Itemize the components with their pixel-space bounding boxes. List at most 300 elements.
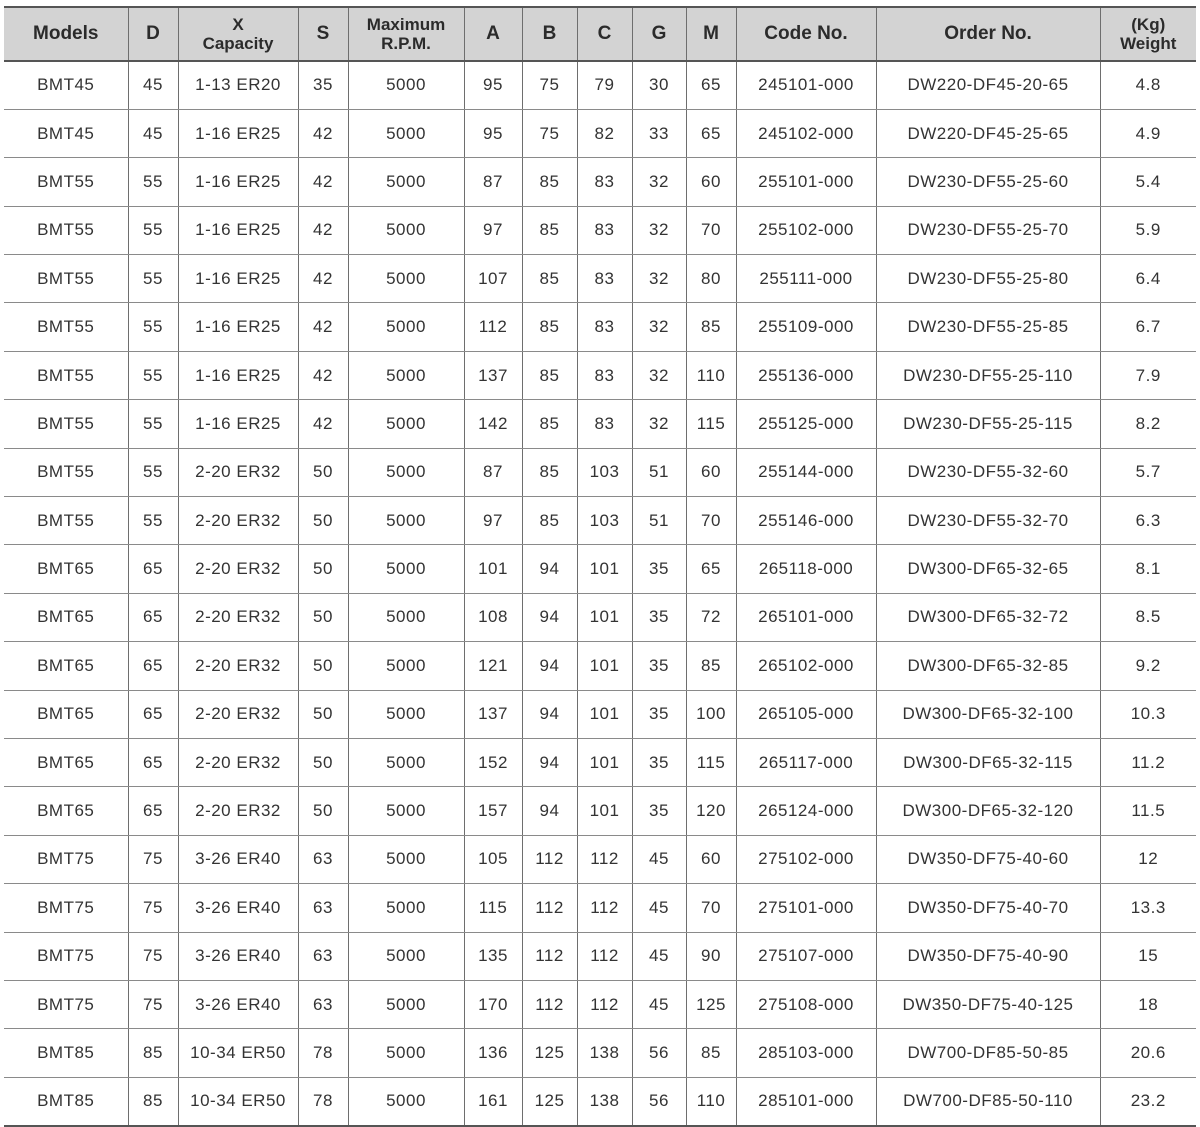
cell-c: 82 <box>577 109 632 157</box>
cell-a: 137 <box>464 351 522 399</box>
table-row <box>4 109 1196 157</box>
cell-c: 79 <box>577 61 632 109</box>
cell-weight: 6.4 <box>1100 255 1196 303</box>
cell-models: BMT75 <box>4 980 128 1028</box>
cell-rpm: 5000 <box>348 303 464 351</box>
cell-a: 112 <box>464 303 522 351</box>
header-models: Models <box>4 7 128 61</box>
cell-order: DW350-DF75-40-60 <box>876 835 1100 883</box>
cell-rpm: 5000 <box>348 255 464 303</box>
cell-b: 85 <box>522 255 577 303</box>
cell-rpm: 5000 <box>348 787 464 835</box>
spec-table-container <box>4 6 1196 1127</box>
cell-rpm: 5000 <box>348 400 464 448</box>
cell-rpm: 5000 <box>348 351 464 399</box>
cell-weight: 23.2 <box>1100 1077 1196 1125</box>
cell-rpm: 5000 <box>348 642 464 690</box>
cell-g: 35 <box>632 642 686 690</box>
cell-models: BMT55 <box>4 448 128 496</box>
table-row <box>4 738 1196 786</box>
cell-rpm: 5000 <box>348 980 464 1028</box>
cell-models: BMT55 <box>4 400 128 448</box>
cell-order: DW230-DF55-25-110 <box>876 351 1100 399</box>
cell-models: BMT55 <box>4 206 128 254</box>
cell-g: 35 <box>632 787 686 835</box>
cell-a: 97 <box>464 206 522 254</box>
cell-c: 138 <box>577 1029 632 1077</box>
cell-b: 94 <box>522 738 577 786</box>
cell-b: 94 <box>522 642 577 690</box>
table-row <box>4 642 1196 690</box>
cell-d: 75 <box>128 884 178 932</box>
cell-models: BMT65 <box>4 738 128 786</box>
cell-order: DW700-DF85-50-110 <box>876 1077 1100 1125</box>
cell-code: 255136-000 <box>736 351 876 399</box>
cell-a: 95 <box>464 109 522 157</box>
cell-s: 42 <box>298 255 348 303</box>
cell-code: 265117-000 <box>736 738 876 786</box>
header-rpm <box>348 7 464 61</box>
cell-code: 265124-000 <box>736 787 876 835</box>
cell-s: 42 <box>298 109 348 157</box>
cell-order: DW700-DF85-50-85 <box>876 1029 1100 1077</box>
header-weight-top: (Kg) <box>1131 15 1166 34</box>
header-row <box>4 7 1196 61</box>
cell-capacity: 3-26 ER40 <box>178 835 298 883</box>
cell-capacity: 1-16 ER25 <box>178 206 298 254</box>
cell-capacity: 2-20 ER32 <box>178 497 298 545</box>
cell-m: 85 <box>686 642 736 690</box>
cell-weight: 6.3 <box>1100 497 1196 545</box>
cell-g: 32 <box>632 206 686 254</box>
cell-models: BMT75 <box>4 884 128 932</box>
cell-d: 55 <box>128 400 178 448</box>
cell-b: 75 <box>522 61 577 109</box>
cell-order: DW300-DF65-32-65 <box>876 545 1100 593</box>
cell-code: 285103-000 <box>736 1029 876 1077</box>
cell-a: 95 <box>464 61 522 109</box>
cell-m: 85 <box>686 303 736 351</box>
cell-models: BMT65 <box>4 690 128 738</box>
cell-s: 50 <box>298 545 348 593</box>
table-row <box>4 1077 1196 1125</box>
cell-b: 94 <box>522 545 577 593</box>
cell-rpm: 5000 <box>348 61 464 109</box>
cell-a: 87 <box>464 448 522 496</box>
table-row <box>4 303 1196 351</box>
cell-m: 115 <box>686 400 736 448</box>
header-capacity-bottom: Capacity <box>202 34 274 53</box>
cell-order: DW350-DF75-40-70 <box>876 884 1100 932</box>
cell-capacity: 1-16 ER25 <box>178 158 298 206</box>
cell-s: 78 <box>298 1077 348 1125</box>
cell-s: 50 <box>298 448 348 496</box>
header-rpm-top: Maximum <box>366 15 446 34</box>
cell-capacity: 1-16 ER25 <box>178 400 298 448</box>
cell-code: 275102-000 <box>736 835 876 883</box>
cell-d: 85 <box>128 1077 178 1125</box>
cell-g: 51 <box>632 497 686 545</box>
cell-b: 94 <box>522 787 577 835</box>
cell-s: 42 <box>298 351 348 399</box>
cell-weight: 15 <box>1100 932 1196 980</box>
cell-m: 60 <box>686 448 736 496</box>
cell-models: BMT85 <box>4 1029 128 1077</box>
cell-code: 255146-000 <box>736 497 876 545</box>
cell-capacity: 2-20 ER32 <box>178 787 298 835</box>
cell-m: 65 <box>686 61 736 109</box>
cell-order: DW300-DF65-32-100 <box>876 690 1100 738</box>
cell-models: BMT65 <box>4 787 128 835</box>
cell-a: 115 <box>464 884 522 932</box>
cell-d: 55 <box>128 255 178 303</box>
table-row <box>4 690 1196 738</box>
table-row <box>4 497 1196 545</box>
header-code: Code No. <box>736 7 876 61</box>
cell-code: 275108-000 <box>736 980 876 1028</box>
cell-g: 45 <box>632 980 686 1028</box>
cell-weight: 4.8 <box>1100 61 1196 109</box>
cell-c: 101 <box>577 642 632 690</box>
table-body <box>4 61 1196 1126</box>
cell-a: 121 <box>464 642 522 690</box>
cell-b: 112 <box>522 835 577 883</box>
cell-code: 255102-000 <box>736 206 876 254</box>
cell-weight: 5.9 <box>1100 206 1196 254</box>
cell-a: 135 <box>464 932 522 980</box>
cell-order: DW230-DF55-32-70 <box>876 497 1100 545</box>
table-row <box>4 1029 1196 1077</box>
cell-c: 101 <box>577 738 632 786</box>
cell-b: 94 <box>522 593 577 641</box>
cell-m: 80 <box>686 255 736 303</box>
cell-code: 255109-000 <box>736 303 876 351</box>
cell-g: 32 <box>632 351 686 399</box>
cell-s: 63 <box>298 980 348 1028</box>
cell-g: 35 <box>632 690 686 738</box>
cell-capacity: 1-13 ER20 <box>178 61 298 109</box>
cell-weight: 6.7 <box>1100 303 1196 351</box>
header-d: D <box>128 7 178 61</box>
cell-capacity: 2-20 ER32 <box>178 738 298 786</box>
cell-capacity: 3-26 ER40 <box>178 884 298 932</box>
cell-g: 32 <box>632 158 686 206</box>
cell-models: BMT55 <box>4 255 128 303</box>
cell-models: BMT55 <box>4 497 128 545</box>
cell-models: BMT55 <box>4 158 128 206</box>
cell-order: DW220-DF45-25-65 <box>876 109 1100 157</box>
cell-c: 112 <box>577 835 632 883</box>
cell-code: 285101-000 <box>736 1077 876 1125</box>
cell-weight: 9.2 <box>1100 642 1196 690</box>
cell-a: 136 <box>464 1029 522 1077</box>
cell-m: 70 <box>686 206 736 254</box>
cell-g: 45 <box>632 835 686 883</box>
header-m: M <box>686 7 736 61</box>
cell-a: 107 <box>464 255 522 303</box>
cell-s: 35 <box>298 61 348 109</box>
cell-order: DW230-DF55-25-80 <box>876 255 1100 303</box>
cell-d: 75 <box>128 932 178 980</box>
cell-order: DW300-DF65-32-72 <box>876 593 1100 641</box>
cell-code: 265105-000 <box>736 690 876 738</box>
cell-s: 42 <box>298 158 348 206</box>
cell-d: 55 <box>128 303 178 351</box>
cell-d: 65 <box>128 738 178 786</box>
cell-s: 50 <box>298 642 348 690</box>
cell-models: BMT45 <box>4 109 128 157</box>
cell-capacity: 1-16 ER25 <box>178 109 298 157</box>
cell-m: 110 <box>686 1077 736 1125</box>
table-row <box>4 884 1196 932</box>
cell-g: 51 <box>632 448 686 496</box>
cell-rpm: 5000 <box>348 206 464 254</box>
cell-c: 103 <box>577 497 632 545</box>
cell-g: 35 <box>632 545 686 593</box>
cell-m: 65 <box>686 109 736 157</box>
cell-m: 100 <box>686 690 736 738</box>
cell-order: DW300-DF65-32-120 <box>876 787 1100 835</box>
cell-g: 56 <box>632 1029 686 1077</box>
cell-capacity: 3-26 ER40 <box>178 980 298 1028</box>
cell-capacity: 2-20 ER32 <box>178 642 298 690</box>
cell-order: DW230-DF55-32-60 <box>876 448 1100 496</box>
header-g: G <box>632 7 686 61</box>
cell-s: 42 <box>298 400 348 448</box>
cell-code: 275107-000 <box>736 932 876 980</box>
cell-code: 255125-000 <box>736 400 876 448</box>
cell-a: 97 <box>464 497 522 545</box>
table-header <box>4 7 1196 61</box>
spec-table <box>4 6 1196 1127</box>
cell-c: 83 <box>577 206 632 254</box>
cell-c: 83 <box>577 303 632 351</box>
cell-weight: 8.1 <box>1100 545 1196 593</box>
cell-models: BMT45 <box>4 61 128 109</box>
cell-d: 55 <box>128 158 178 206</box>
cell-m: 110 <box>686 351 736 399</box>
cell-capacity: 1-16 ER25 <box>178 351 298 399</box>
cell-capacity: 2-20 ER32 <box>178 448 298 496</box>
cell-rpm: 5000 <box>348 932 464 980</box>
cell-c: 83 <box>577 158 632 206</box>
cell-order: DW220-DF45-20-65 <box>876 61 1100 109</box>
cell-c: 101 <box>577 545 632 593</box>
cell-d: 85 <box>128 1029 178 1077</box>
cell-c: 83 <box>577 255 632 303</box>
cell-code: 245102-000 <box>736 109 876 157</box>
cell-b: 85 <box>522 400 577 448</box>
cell-c: 112 <box>577 980 632 1028</box>
cell-a: 142 <box>464 400 522 448</box>
cell-weight: 5.4 <box>1100 158 1196 206</box>
cell-rpm: 5000 <box>348 593 464 641</box>
cell-c: 112 <box>577 884 632 932</box>
header-weight <box>1100 7 1196 61</box>
cell-models: BMT65 <box>4 545 128 593</box>
cell-g: 45 <box>632 932 686 980</box>
cell-d: 65 <box>128 642 178 690</box>
cell-models: BMT65 <box>4 593 128 641</box>
cell-b: 94 <box>522 690 577 738</box>
cell-a: 137 <box>464 690 522 738</box>
header-capacity-top: X <box>232 15 244 34</box>
header-capacity <box>178 7 298 61</box>
cell-d: 45 <box>128 61 178 109</box>
table-row <box>4 448 1196 496</box>
table-row <box>4 158 1196 206</box>
cell-code: 265102-000 <box>736 642 876 690</box>
cell-weight: 12 <box>1100 835 1196 883</box>
cell-weight: 13.3 <box>1100 884 1196 932</box>
cell-s: 78 <box>298 1029 348 1077</box>
cell-c: 101 <box>577 690 632 738</box>
cell-b: 125 <box>522 1029 577 1077</box>
cell-capacity: 10-34 ER50 <box>178 1029 298 1077</box>
cell-g: 32 <box>632 400 686 448</box>
cell-m: 125 <box>686 980 736 1028</box>
cell-order: DW230-DF55-25-115 <box>876 400 1100 448</box>
cell-models: BMT85 <box>4 1077 128 1125</box>
cell-a: 152 <box>464 738 522 786</box>
cell-b: 112 <box>522 980 577 1028</box>
cell-m: 70 <box>686 884 736 932</box>
cell-m: 60 <box>686 835 736 883</box>
cell-weight: 4.9 <box>1100 109 1196 157</box>
cell-s: 50 <box>298 787 348 835</box>
cell-g: 30 <box>632 61 686 109</box>
cell-rpm: 5000 <box>348 545 464 593</box>
header-weight-bottom: Weight <box>1120 34 1177 53</box>
cell-order: DW350-DF75-40-90 <box>876 932 1100 980</box>
cell-capacity: 10-34 ER50 <box>178 1077 298 1125</box>
table-row <box>4 255 1196 303</box>
cell-weight: 11.2 <box>1100 738 1196 786</box>
cell-m: 65 <box>686 545 736 593</box>
table-row <box>4 545 1196 593</box>
cell-d: 65 <box>128 593 178 641</box>
cell-s: 50 <box>298 738 348 786</box>
cell-order: DW300-DF65-32-85 <box>876 642 1100 690</box>
cell-s: 63 <box>298 835 348 883</box>
cell-a: 108 <box>464 593 522 641</box>
cell-capacity: 2-20 ER32 <box>178 545 298 593</box>
cell-code: 265118-000 <box>736 545 876 593</box>
cell-models: BMT65 <box>4 642 128 690</box>
cell-code: 255144-000 <box>736 448 876 496</box>
cell-order: DW300-DF65-32-115 <box>876 738 1100 786</box>
header-a: A <box>464 7 522 61</box>
table-row <box>4 400 1196 448</box>
cell-d: 65 <box>128 690 178 738</box>
cell-capacity: 1-16 ER25 <box>178 303 298 351</box>
cell-d: 55 <box>128 206 178 254</box>
cell-m: 60 <box>686 158 736 206</box>
cell-g: 32 <box>632 255 686 303</box>
cell-b: 85 <box>522 303 577 351</box>
cell-rpm: 5000 <box>348 109 464 157</box>
cell-models: BMT55 <box>4 351 128 399</box>
table-row <box>4 835 1196 883</box>
table-row <box>4 351 1196 399</box>
cell-s: 42 <box>298 303 348 351</box>
header-rpm-bottom: R.P.M. <box>381 34 431 53</box>
cell-g: 56 <box>632 1077 686 1125</box>
cell-a: 170 <box>464 980 522 1028</box>
cell-g: 32 <box>632 303 686 351</box>
cell-d: 55 <box>128 351 178 399</box>
cell-m: 85 <box>686 1029 736 1077</box>
cell-rpm: 5000 <box>348 158 464 206</box>
cell-models: BMT55 <box>4 303 128 351</box>
cell-b: 125 <box>522 1077 577 1125</box>
cell-c: 138 <box>577 1077 632 1125</box>
cell-capacity: 2-20 ER32 <box>178 690 298 738</box>
cell-rpm: 5000 <box>348 497 464 545</box>
cell-a: 157 <box>464 787 522 835</box>
cell-b: 85 <box>522 448 577 496</box>
table-row <box>4 980 1196 1028</box>
cell-a: 101 <box>464 545 522 593</box>
cell-a: 161 <box>464 1077 522 1125</box>
cell-rpm: 5000 <box>348 1077 464 1125</box>
cell-b: 75 <box>522 109 577 157</box>
cell-c: 112 <box>577 932 632 980</box>
header-s: S <box>298 7 348 61</box>
cell-weight: 8.5 <box>1100 593 1196 641</box>
cell-s: 63 <box>298 932 348 980</box>
cell-s: 42 <box>298 206 348 254</box>
cell-c: 101 <box>577 593 632 641</box>
table-row <box>4 593 1196 641</box>
cell-weight: 5.7 <box>1100 448 1196 496</box>
cell-s: 50 <box>298 497 348 545</box>
cell-g: 35 <box>632 738 686 786</box>
cell-b: 85 <box>522 158 577 206</box>
cell-s: 50 <box>298 593 348 641</box>
cell-weight: 18 <box>1100 980 1196 1028</box>
cell-m: 72 <box>686 593 736 641</box>
cell-rpm: 5000 <box>348 448 464 496</box>
cell-m: 115 <box>686 738 736 786</box>
cell-order: DW350-DF75-40-125 <box>876 980 1100 1028</box>
cell-s: 63 <box>298 884 348 932</box>
cell-d: 65 <box>128 545 178 593</box>
cell-models: BMT75 <box>4 932 128 980</box>
cell-c: 83 <box>577 400 632 448</box>
cell-code: 255111-000 <box>736 255 876 303</box>
cell-c: 101 <box>577 787 632 835</box>
cell-capacity: 2-20 ER32 <box>178 593 298 641</box>
cell-d: 55 <box>128 448 178 496</box>
cell-b: 85 <box>522 206 577 254</box>
cell-d: 45 <box>128 109 178 157</box>
cell-weight: 7.9 <box>1100 351 1196 399</box>
cell-g: 45 <box>632 884 686 932</box>
cell-weight: 8.2 <box>1100 400 1196 448</box>
cell-weight: 11.5 <box>1100 787 1196 835</box>
cell-g: 33 <box>632 109 686 157</box>
cell-order: DW230-DF55-25-70 <box>876 206 1100 254</box>
cell-models: BMT75 <box>4 835 128 883</box>
cell-c: 83 <box>577 351 632 399</box>
cell-b: 112 <box>522 884 577 932</box>
header-c: C <box>577 7 632 61</box>
cell-code: 255101-000 <box>736 158 876 206</box>
header-b: B <box>522 7 577 61</box>
cell-d: 65 <box>128 787 178 835</box>
cell-rpm: 5000 <box>348 884 464 932</box>
